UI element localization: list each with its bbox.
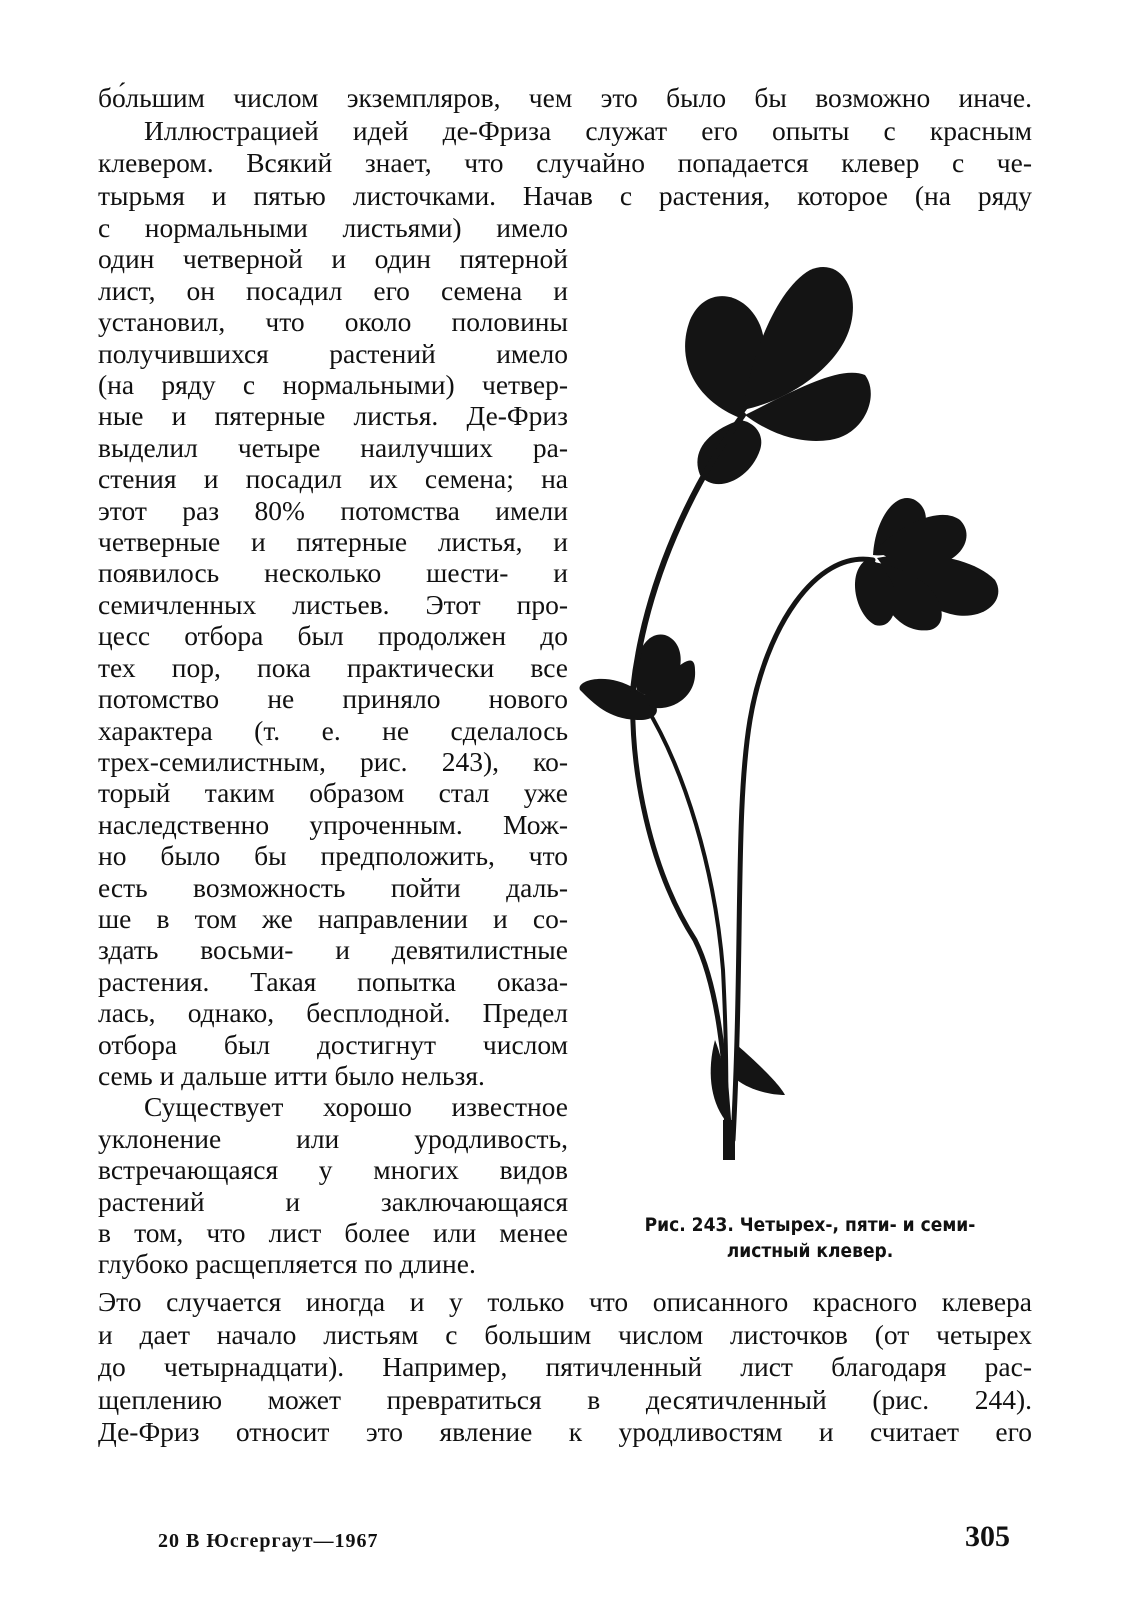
text-line: есть возможность пойти даль- [98, 871, 568, 903]
footer-signature: 20 В Юсгергаут—1967 [158, 1530, 379, 1552]
text-line: до четырнадцати). Например, пятичленный лист благодаря рас- [98, 1351, 1032, 1383]
text-line: встречающаяся у многих видов [98, 1154, 568, 1186]
text-line: (на ряду с нормальными) четвер- [98, 369, 568, 401]
clover-illustration [575, 250, 1045, 1180]
text-line: трех-семилистным, рис. 243), ко- [98, 745, 568, 777]
right-clover-leaf-icon [855, 498, 998, 630]
text-line: щеплению может превратиться в десятичленный (рис. 244). [98, 1383, 1032, 1415]
text-line: наследственно упроченным. Мож- [98, 808, 568, 840]
caption-line: листный клевер. [726, 1240, 894, 1262]
narrow-column-text [98, 212, 568, 1280]
text-line: появилось несколько шести- и [98, 557, 568, 589]
text-line: глубоко расщепляется по длине. [98, 1248, 476, 1280]
bottom-paragraph [98, 1286, 1032, 1449]
text-line: семичленных листьев. Этот про- [98, 588, 568, 620]
text-line: получившихся растений имело [98, 337, 568, 369]
text-line: клевером. Всякий знает, что случайно попадается клевер с че- [98, 147, 1032, 179]
text-line: тех пор, пока практически все [98, 651, 568, 683]
text-line: растения. Такая попытка оказа- [98, 965, 568, 997]
text-line: и дает начало листьям с большим числом листочков (от четырех [98, 1318, 1032, 1350]
top-clover-leaf-icon [685, 267, 871, 484]
text-line: характера (т. е. не сделалось [98, 714, 568, 746]
text-line: ные и пятерные листья. Де-Фриз [98, 400, 568, 432]
text-line: потомство не приняло нового [98, 683, 568, 715]
text-line: цесс отбора был продолжен до [98, 620, 568, 652]
text-line: Существует хорошо известное [144, 1091, 568, 1123]
text-line: но было бы предположить, что [98, 840, 568, 872]
text-line: лист, он посадил его семена и [98, 274, 568, 306]
text-line: растений и заключающаяся [98, 1185, 568, 1217]
figure-caption [590, 1212, 1030, 1264]
text-line: Это случается иногда и у только что описанного красного клевера [98, 1286, 1032, 1317]
text-line: торый таким образом стал уже [98, 777, 568, 809]
text-line: установил, что около половины [98, 306, 568, 338]
text-line: тырьмя и пятью листочками. Начав с растения, которое (на ряду [98, 179, 1032, 211]
text-line: семь и дальше итти было нельзя. [98, 1059, 485, 1091]
page-number: 305 [965, 1520, 1010, 1553]
text-line: четверные и пятерные листья, и [98, 526, 568, 558]
text-line: лась, однако, бесплодной. Предел [98, 997, 568, 1029]
text-line: Де-Фриз относит это явление к уродливостям и считает его [98, 1416, 1032, 1448]
text-line: с нормальными листьями) имело [98, 212, 568, 243]
caption-line: Рис. 243. Четырех-, пяти- и семи- [644, 1214, 976, 1236]
text-line: стения и посадил их семена; на [98, 463, 568, 495]
text-line: бо́льшим числом экземпляров, чем это было бы возможно иначе. [98, 82, 1032, 113]
text-line: здать восьми- и девятилистные [98, 934, 568, 966]
clover-stems [633, 415, 873, 1140]
text-line: отбора был достигнут числом [98, 1028, 568, 1060]
text-line: Иллюстрацией идей де-Фриза служат его опыты с красным [144, 114, 1032, 146]
text-line: этот раз 80% потомства имели [98, 494, 568, 526]
text-line: уклонение или уродливость, [98, 1122, 568, 1154]
clover-drawing [575, 250, 1045, 1180]
top-paragraph [98, 82, 1032, 212]
text-line: ше в том же направлении и со- [98, 902, 568, 934]
text-line: выделил четыре наилучших ра- [98, 431, 568, 463]
text-line: в том, что лист более или менее [98, 1217, 568, 1248]
text-line: один четверной и один пятерной [98, 243, 568, 275]
